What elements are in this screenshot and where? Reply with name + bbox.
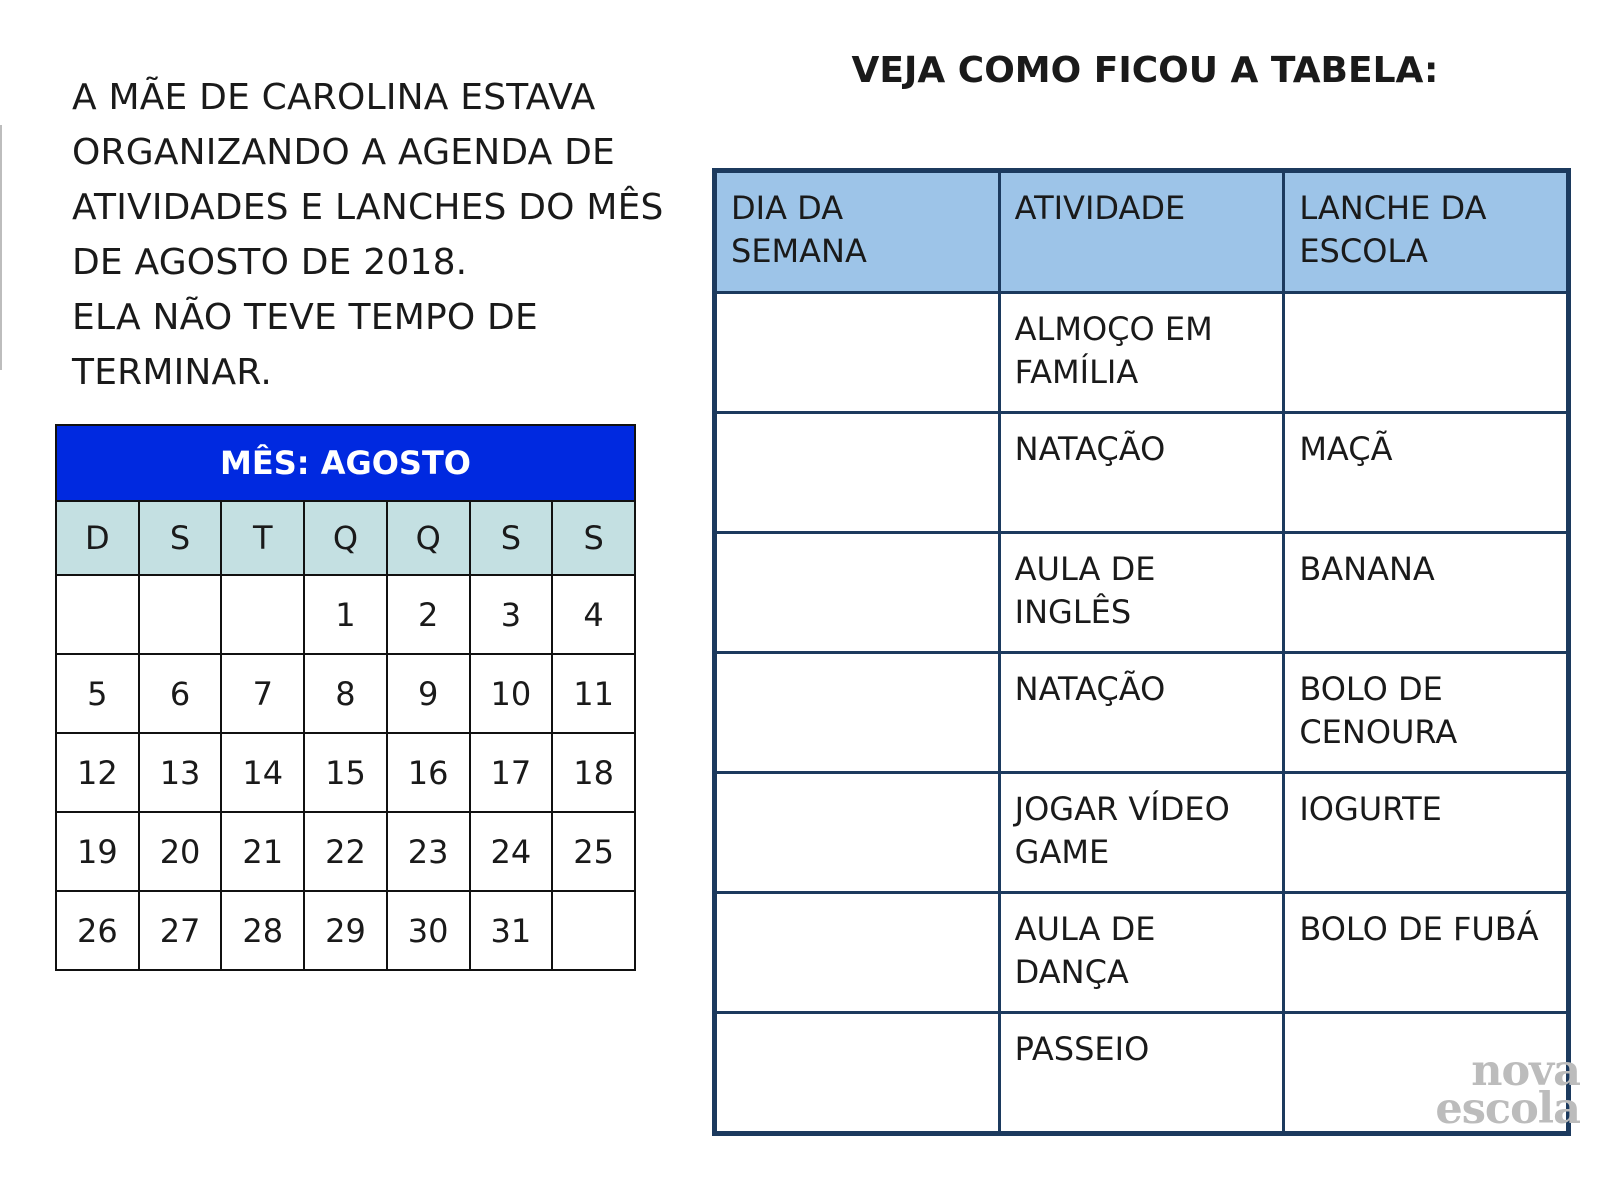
- cell-atividade: AULA DE INGLÊS: [999, 533, 1284, 653]
- day-cell: 18: [552, 733, 635, 812]
- weekday-cell: S: [470, 501, 553, 575]
- weekday-cell: S: [552, 501, 635, 575]
- cell-atividade: NATAÇÃO: [999, 653, 1284, 773]
- day-cell: 9: [387, 654, 470, 733]
- agenda-row: [715, 533, 1569, 653]
- weekday-cell: S: [139, 501, 222, 575]
- day-cell: 10: [470, 654, 553, 733]
- cell-dia: [715, 413, 1000, 533]
- cell-lanche: BOLO DE FUBÁ: [1284, 893, 1569, 1013]
- cell-atividade: JOGAR VÍDEO GAME: [999, 773, 1284, 893]
- day-cell: [139, 575, 222, 654]
- cell-dia: [715, 1013, 1000, 1134]
- day-cell: 28: [221, 891, 304, 970]
- day-cell: 19: [56, 812, 139, 891]
- cell-lanche: MAÇÃ: [1284, 413, 1569, 533]
- cell-lanche: BOLO DE CENOURA: [1284, 653, 1569, 773]
- day-cell: 24: [470, 812, 553, 891]
- day-cell: 13: [139, 733, 222, 812]
- cell-lanche: BANANA: [1284, 533, 1569, 653]
- cell-dia: [715, 293, 1000, 413]
- day-cell: 25: [552, 812, 635, 891]
- agenda-row: [715, 893, 1569, 1013]
- day-cell: 15: [304, 733, 387, 812]
- day-cell: 12: [56, 733, 139, 812]
- day-cell: 2: [387, 575, 470, 654]
- day-cell: 30: [387, 891, 470, 970]
- intro-text: [72, 70, 672, 400]
- day-cell: 21: [221, 812, 304, 891]
- day-cell: 31: [470, 891, 553, 970]
- calendar-week-row: [56, 733, 635, 812]
- calendar-week-row: [56, 575, 635, 654]
- day-cell: 5: [56, 654, 139, 733]
- calendar-week-row: [56, 891, 635, 970]
- day-cell: 20: [139, 812, 222, 891]
- calendar-august: [55, 424, 636, 971]
- agenda-row: [715, 773, 1569, 893]
- cell-dia: [715, 773, 1000, 893]
- day-cell: 27: [139, 891, 222, 970]
- cell-lanche: [1284, 293, 1569, 413]
- weekday-cell: T: [221, 501, 304, 575]
- header-dia-da-semana: DIA DA SEMANA: [715, 171, 1000, 293]
- agenda-table: [712, 168, 1571, 1136]
- day-cell: 4: [552, 575, 635, 654]
- day-cell: [552, 891, 635, 970]
- cell-lanche: IOGURTE: [1284, 773, 1569, 893]
- left-margin-rule: [0, 125, 2, 370]
- calendar-weekday-row: [56, 501, 635, 575]
- cell-dia: [715, 893, 1000, 1013]
- cell-dia: [715, 533, 1000, 653]
- nova-escola-logo: [1410, 1046, 1580, 1134]
- day-cell: 3: [470, 575, 553, 654]
- calendar-week-row: [56, 654, 635, 733]
- cell-atividade: AULA DE DANÇA: [999, 893, 1284, 1013]
- cell-dia: [715, 653, 1000, 773]
- header-atividade: ATIVIDADE: [999, 171, 1284, 293]
- header-lanche-da-escola: LANCHE DA ESCOLA: [1284, 171, 1569, 293]
- day-cell: 1: [304, 575, 387, 654]
- day-cell: 8: [304, 654, 387, 733]
- agenda-row: [715, 293, 1569, 413]
- day-cell: 17: [470, 733, 553, 812]
- day-cell: 26: [56, 891, 139, 970]
- weekday-cell: Q: [304, 501, 387, 575]
- day-cell: 7: [221, 654, 304, 733]
- day-cell: 29: [304, 891, 387, 970]
- weekday-cell: Q: [387, 501, 470, 575]
- day-cell: 14: [221, 733, 304, 812]
- agenda-table-title: VEJA COMO FICOU A TABELA:: [851, 50, 1439, 91]
- weekday-cell: D: [56, 501, 139, 575]
- day-cell: 23: [387, 812, 470, 891]
- day-cell: 6: [139, 654, 222, 733]
- day-cell: [56, 575, 139, 654]
- cell-atividade: NATAÇÃO: [999, 413, 1284, 533]
- agenda-header-row: [715, 171, 1569, 293]
- intro-paragraph-2: ELA NÃO TEVE TEMPO DE TERMINAR.: [72, 297, 538, 393]
- cell-atividade: PASSEIO: [999, 1013, 1284, 1134]
- agenda-row: [715, 653, 1569, 773]
- cell-atividade: ALMOÇO EM FAMÍLIA: [999, 293, 1284, 413]
- day-cell: 11: [552, 654, 635, 733]
- intro-paragraph-1: A MÃE DE CAROLINA ESTAVA ORGANIZANDO A AGENDA DE ATIVIDADES E LANCHES DO MÊS DE AGOSTO DE 2018.: [72, 77, 664, 283]
- logo-line-nova: nova: [1471, 1046, 1580, 1096]
- calendar-week-row: [56, 812, 635, 891]
- day-cell: 16: [387, 733, 470, 812]
- day-cell: [221, 575, 304, 654]
- day-cell: 22: [304, 812, 387, 891]
- calendar-month-title: MÊS: AGOSTO: [56, 425, 635, 501]
- agenda-row: [715, 413, 1569, 533]
- logo-line-escola: escola: [1435, 1084, 1580, 1134]
